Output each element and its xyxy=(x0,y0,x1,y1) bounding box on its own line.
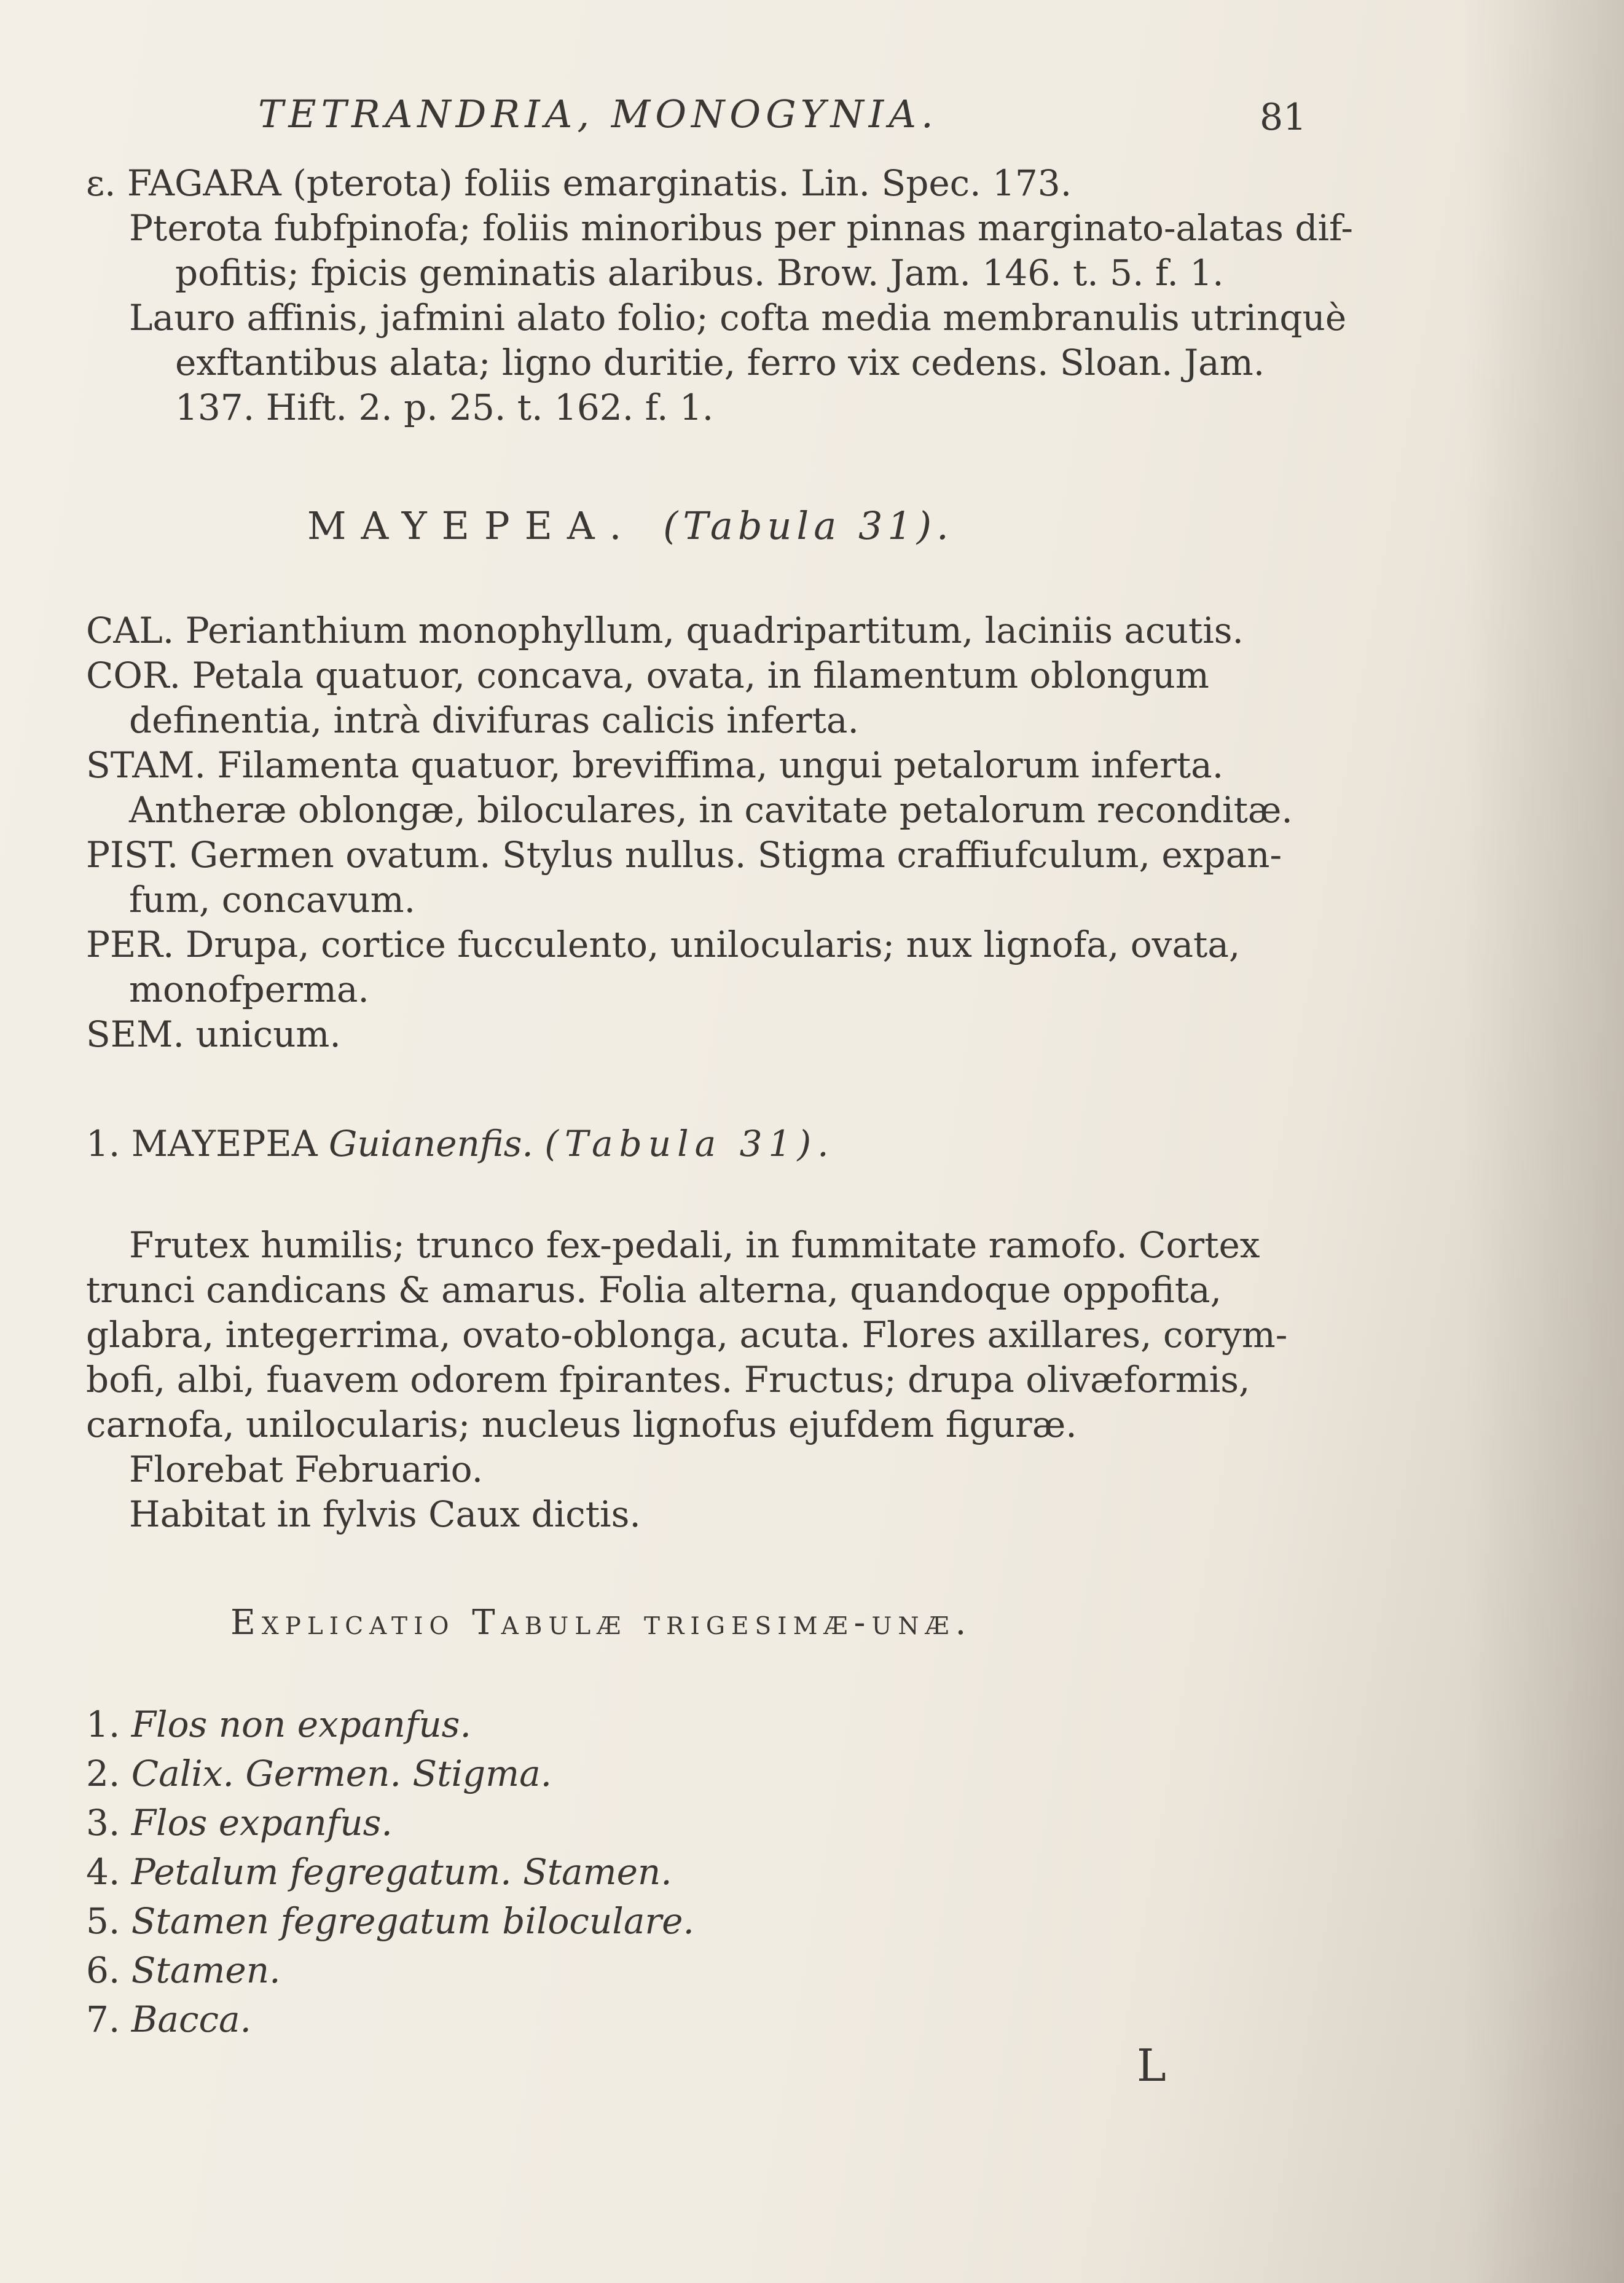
fagara-line-5: exftantibus alata; ligno duritie, ferro vix cedens. Sloan. Jam. xyxy=(175,342,1265,383)
species-genus: MAYEPEA xyxy=(131,1123,318,1165)
description-line-3: glabra, integerrima, ovato-oblonga, acuta. Flores axillares, corym- xyxy=(86,1314,1288,1356)
character-cor-1: COR. Petala quatuor, concava, ovata, in filamentum oblongum xyxy=(86,654,1209,696)
item-text: Bacca. xyxy=(131,1998,251,2040)
genus-title xyxy=(307,504,954,548)
item-number: 4. xyxy=(86,1851,120,1893)
character-sem: SEM. unicum. xyxy=(86,1013,341,1055)
description-flowering: Florebat Februario. xyxy=(129,1448,484,1490)
item-number: 7. xyxy=(86,1998,120,2040)
species-heading xyxy=(86,1122,835,1166)
explicatio-item xyxy=(86,1702,471,1747)
item-text: Flos non expanfus. xyxy=(131,1703,471,1745)
explicatio-heading: Explicatio Tabulæ trigesimæ-unæ. xyxy=(230,1603,973,1643)
explicatio-item xyxy=(86,1899,694,1943)
character-pist-2: fum, concavum. xyxy=(129,879,416,921)
item-text: Stamen fegregatum biloculare. xyxy=(131,1900,694,1942)
fagara-line-6: 137. Hift. 2. p. 25. t. 162. f. 1. xyxy=(175,387,714,428)
character-cor-2: definentia, intrà divifuras calicis inferta. xyxy=(129,699,859,741)
signature-mark: L xyxy=(1137,2040,1166,2091)
item-number: 3. xyxy=(86,1802,120,1844)
species-epithet: Guianenfis. xyxy=(329,1123,533,1165)
species-plate-reference: (Tabula 31). xyxy=(544,1123,835,1165)
explicatio-item xyxy=(86,1948,281,1992)
explicatio-item xyxy=(86,1997,251,2041)
item-text: Petalum fegregatum. Stamen. xyxy=(131,1851,672,1893)
fagara-line-3: pofitis; fpicis geminatis alaribus. Brow. Jam. 146. t. 5. f. 1. xyxy=(175,252,1224,294)
item-number: 6. xyxy=(86,1949,120,1991)
description-line-1: Frutex humilis; trunco fex-pedali, in fummitate ramofo. Cortex xyxy=(129,1224,1260,1266)
description-line-5: carnofa, unilocularis; nucleus lignofus ejufdem figuræ. xyxy=(86,1404,1077,1445)
item-number: 2. xyxy=(86,1753,120,1794)
explicatio-item xyxy=(86,1850,672,1894)
description-line-2: trunci candicans & amarus. Folia alterna, quandoque oppofita, xyxy=(86,1269,1222,1311)
character-cal: CAL. Perianthium monophyllum, quadripartitum, laciniis acutis. xyxy=(86,610,1244,651)
page-gutter-shadow xyxy=(1464,0,1624,2283)
character-pist-1: PIST. Germen ovatum. Stylus nullus. Stigma craffiufculum, expan- xyxy=(86,834,1282,876)
fagara-line-2: Pterota fubfpinofa; foliis minoribus per pinnas marginato-alatas dif- xyxy=(129,207,1354,249)
item-text: Stamen. xyxy=(131,1949,281,1991)
fagara-line-1: ε. FAGARA (pterota) foliis emarginatis. Lin. Spec. 173. xyxy=(86,162,1072,204)
character-per-1: PER. Drupa, cortice fucculento, unilocularis; nux lignofa, ovata, xyxy=(86,924,1241,965)
genus-plate-reference: (Tabula 31). xyxy=(663,503,954,548)
explicatio-item xyxy=(86,1751,552,1796)
item-text: Flos expanfus. xyxy=(131,1802,393,1844)
description-line-4: bofi, albi, fuavem odorem fpirantes. Fructus; drupa olivæformis, xyxy=(86,1359,1250,1401)
species-number: 1. xyxy=(86,1123,120,1165)
fagara-line-4: Lauro affinis, jafmini alato folio; cofta media membranulis utrinquè xyxy=(129,297,1347,339)
character-stam-2: Antheræ oblongæ, biloculares, in cavitate petalorum reconditæ. xyxy=(129,789,1293,831)
character-per-2: monofperma. xyxy=(129,969,369,1010)
item-number: 1. xyxy=(86,1703,120,1745)
character-stam-1: STAM. Filamenta quatuor, breviffima, ungui petalorum inferta. xyxy=(86,744,1224,786)
explicatio-item xyxy=(86,1801,393,1845)
page-number: 81 xyxy=(1260,96,1307,139)
description-habitat: Habitat in fylvis Caux dictis. xyxy=(129,1493,641,1535)
running-title: TETRANDRIA, MONOGYNIA. xyxy=(258,92,938,136)
item-text: Calix. Germen. Stigma. xyxy=(131,1753,552,1794)
item-number: 5. xyxy=(86,1900,120,1942)
genus-name: MAYEPEA. xyxy=(307,503,637,548)
